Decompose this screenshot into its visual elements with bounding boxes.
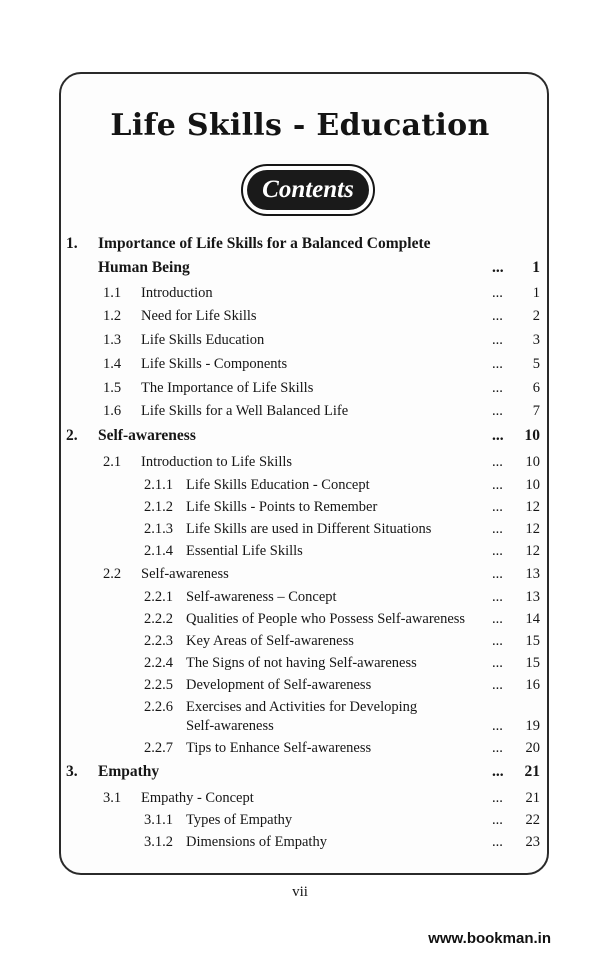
page-number: 12 [525,543,540,559]
subsection-title: Essential Life Skills [186,543,303,559]
subsection-title: The Signs of not having Self-awareness [186,655,417,671]
section-title: Self-awareness [141,566,229,582]
section-number: 1.3 [103,332,122,348]
leader-dots: ... [492,790,503,806]
leader-dots: ... [492,611,503,627]
leader-dots: ... [492,521,503,537]
leader-dots: ... [492,259,504,276]
chapter-number: 2. [66,427,78,444]
section-title: Need for Life Skills [141,308,257,324]
section-number: 1.1 [103,285,122,301]
subsection-number: 3.1.2 [144,834,173,850]
page-number: 10 [525,454,540,470]
section-title: The Importance of Life Skills [141,380,314,396]
section-title: Life Skills for a Well Balanced Life [141,403,349,419]
subsection-title-cont: Self-awareness [186,718,274,734]
leader-dots: ... [492,589,503,605]
subsection-number: 2.1.3 [144,521,173,537]
section-number: 3.1 [103,790,122,806]
page-number: 20 [525,740,540,756]
book-title: Life Skills - Education [110,108,490,143]
page-number: 19 [525,718,540,734]
subsection-title: Self-awareness – Concept [186,589,337,605]
chapter-title: Importance of Life Skills for a Balanced Complete [98,235,431,252]
leader-dots: ... [492,427,504,444]
page-number: 21 [525,790,540,806]
chapter-title: Self-awareness [98,427,196,444]
page-number: 13 [525,589,540,605]
leader-dots: ... [492,543,503,559]
chapter-title-cont: Human Being [98,259,190,276]
leader-dots: ... [492,477,503,493]
page-number: 21 [524,763,540,780]
page-number: 5 [532,356,540,372]
subsection-title: Life Skills - Points to Remember [186,499,378,515]
page-number: 10 [525,477,540,493]
page-number: 16 [525,677,540,693]
subsection-title: Key Areas of Self-awareness [186,633,354,649]
subsection-title: Types of Empathy [186,812,293,828]
subsection-title: Exercises and Activities for Developing [186,699,418,715]
leader-dots: ... [492,834,503,850]
leader-dots: ... [492,380,503,396]
leader-dots: ... [492,655,503,671]
page-number: 15 [525,655,540,671]
watermark-url: www.bookman.in [428,930,551,947]
page-number: 7 [532,403,540,419]
chapter-title: Empathy [98,763,160,780]
leader-dots: ... [492,566,503,582]
subsection-title: Dimensions of Empathy [186,834,327,850]
page-folio: vii [292,884,308,900]
subsection-title: Tips to Enhance Self-awareness [186,740,372,756]
leader-dots: ... [492,718,503,734]
section-number: 2.1 [103,454,122,470]
subsection-title: Life Skills are used in Different Situations [186,521,432,537]
page-number: 1 [532,259,540,276]
section-title: Introduction to Life Skills [141,454,293,470]
leader-dots: ... [492,454,503,470]
subsection-number: 2.1.2 [144,499,173,515]
page-number: 23 [525,834,540,850]
section-title: Introduction [141,285,213,301]
subsection-number: 2.2.6 [144,699,173,715]
subsection-number: 2.2.5 [144,677,173,693]
chapter-number: 3. [66,763,78,780]
subsection-number: 2.2.2 [144,611,173,627]
leader-dots: ... [492,332,503,348]
leader-dots: ... [492,403,503,419]
section-number: 2.2 [103,566,122,582]
page-number: 10 [524,427,540,444]
page-number: 1 [532,285,540,301]
subsection-number: 3.1.1 [144,812,173,828]
section-number: 1.2 [103,308,122,324]
page-number: 22 [525,812,540,828]
page-number: 14 [525,611,540,627]
section-title: Life Skills - Components [141,356,288,372]
subsection-number: 2.2.3 [144,633,173,649]
page-number: 3 [532,332,540,348]
contents-label: Contents [247,170,369,210]
subsection-title: Life Skills Education - Concept [186,477,370,493]
contents-badge [241,164,375,216]
leader-dots: ... [492,740,503,756]
chapter-number: 1. [66,235,78,252]
section-title: Empathy - Concept [141,790,254,806]
leader-dots: ... [492,633,503,649]
leader-dots: ... [492,763,504,780]
page-number: 13 [525,566,540,582]
section-number: 1.5 [103,380,122,396]
subsection-number: 2.2.4 [144,655,173,671]
subsection-title: Qualities of People who Possess Self-awareness [186,611,466,627]
page-number: 6 [532,380,540,396]
section-title: Life Skills Education [141,332,265,348]
page-number: 12 [525,521,540,537]
subsection-number: 2.1.1 [144,477,173,493]
subsection-number: 2.2.7 [144,740,173,756]
leader-dots: ... [492,285,503,301]
page-number: 2 [532,308,540,324]
leader-dots: ... [492,308,503,324]
subsection-title: Development of Self-awareness [186,677,372,693]
leader-dots: ... [492,677,503,693]
section-number: 1.4 [103,356,122,372]
leader-dots: ... [492,499,503,515]
leader-dots: ... [492,812,503,828]
leader-dots: ... [492,356,503,372]
page-number: 15 [525,633,540,649]
subsection-number: 2.2.1 [144,589,173,605]
section-number: 1.6 [103,403,122,419]
subsection-number: 2.1.4 [144,543,173,559]
page-number: 12 [525,499,540,515]
